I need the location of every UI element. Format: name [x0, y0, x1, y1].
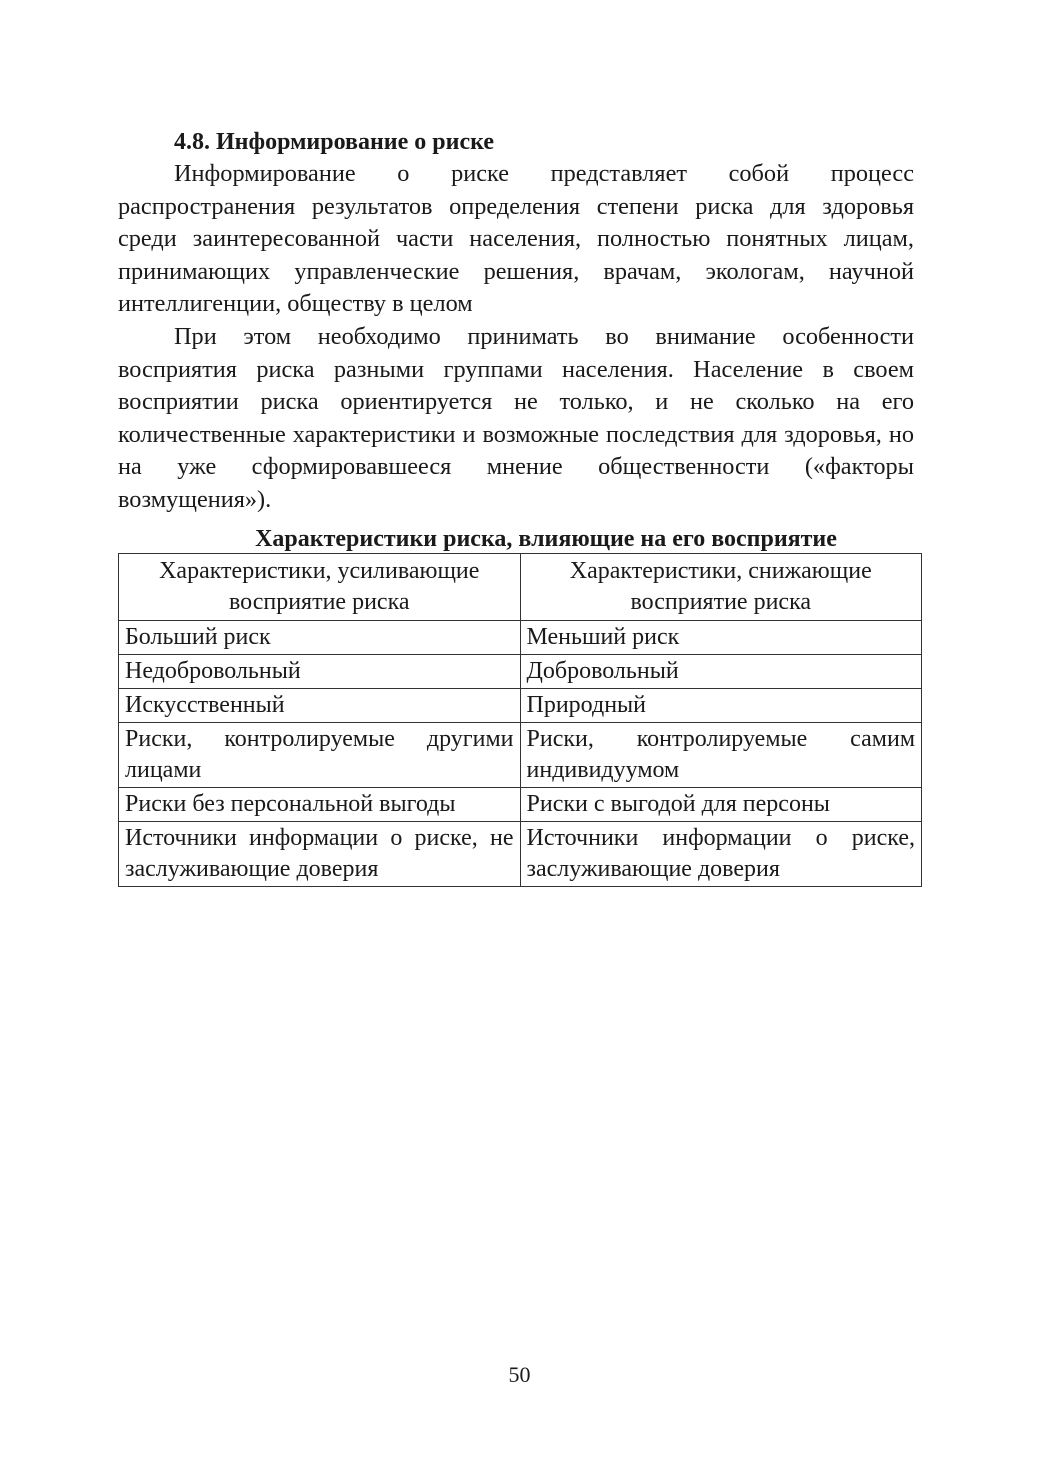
table-cell: Риски, контролируемые самим индивидуумом [520, 722, 922, 787]
table-cell: Искусственный [119, 688, 521, 722]
table-header-cell: Характеристики, усиливающие восприятие риска [119, 553, 521, 620]
paragraph: При этом необходимо принимать во внимание особенности восприятия риска разными группами населения. Население в своем восприятии риска ориентируется не только, и не сколько на его количественные характеристики и возможные последствия для здоровья, но на уже сформировавшееся мнение общественности («факторы возмущения»). [118, 322, 914, 513]
table-cell: Риски с выгодой для персоны [520, 787, 922, 821]
table-cell: Больший риск [119, 620, 521, 654]
table-row [119, 620, 922, 654]
page-content [118, 126, 914, 887]
paragraph: Информирование о риске представляет собой процесс распространения результатов определения степени риска для здоровья среди заинтересованной части населения, полностью понятных лицам, принимающих управленческие решения, врачам, экологам, научной интеллигенции, обществу в целом [118, 160, 914, 318]
table-cell: Добровольный [520, 654, 922, 688]
page-number: 50 [508, 1362, 531, 1387]
table-cell: Меньший риск [520, 620, 922, 654]
table-caption: Характеристики риска, влияющие на его восприятие [255, 525, 837, 552]
table-header-cell: Характеристики, снижающие восприятие риска [520, 553, 922, 620]
table-row [119, 787, 922, 821]
table-row [119, 654, 922, 688]
table-cell: Источники информации о риске, не заслуживающие доверия [119, 821, 521, 886]
table-cell: Источники информации о риске, заслуживающие доверия [520, 821, 922, 886]
table-cell: Риски, контролируемые другими лицами [119, 722, 521, 787]
section-title: 4.8. Информирование о риске [174, 129, 494, 155]
table-header-row [119, 553, 922, 620]
table-cell: Природный [520, 688, 922, 722]
table-cell: Риски без персональной выгоды [119, 787, 521, 821]
table-row [119, 688, 922, 722]
table-row [119, 722, 922, 787]
risk-characteristics-table [118, 553, 922, 887]
table-row [119, 821, 922, 886]
table-cell: Недобровольный [119, 654, 521, 688]
